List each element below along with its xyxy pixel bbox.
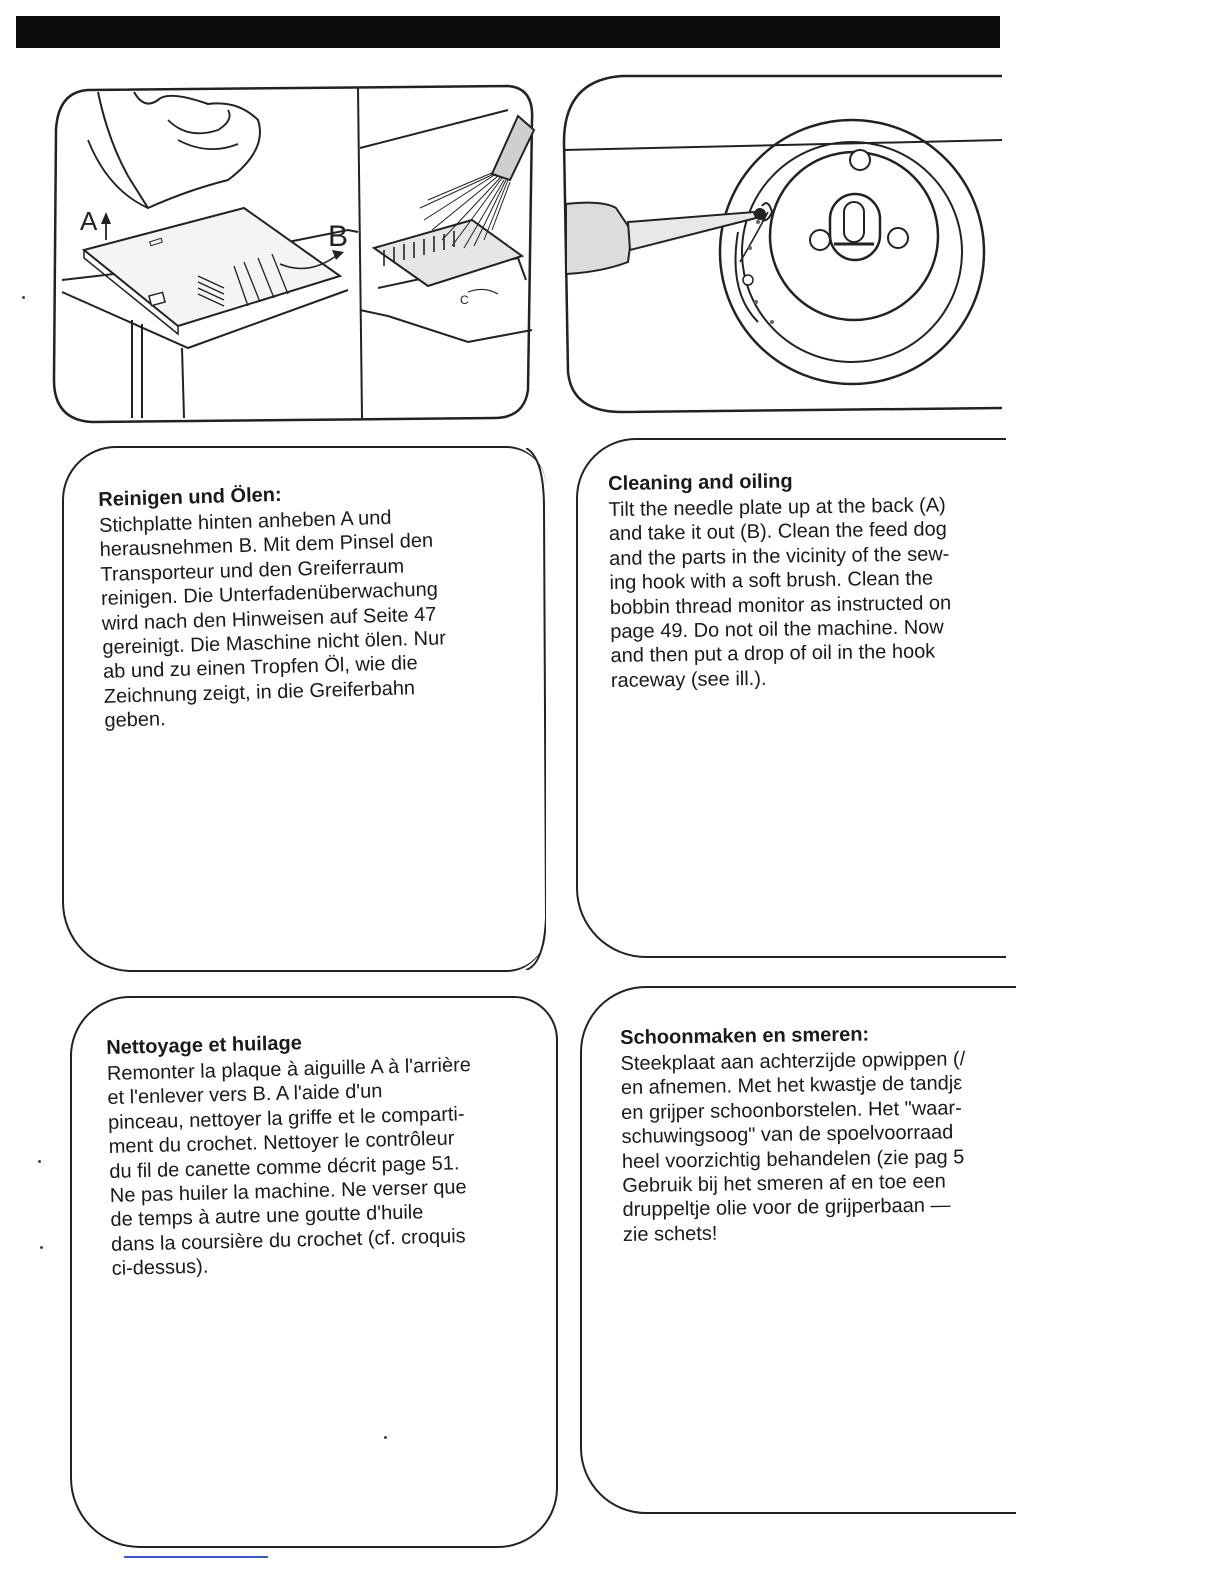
needle-plate-illustration <box>48 80 538 430</box>
text-french: Remonter la plaque à aiguille A à l'arrière et l'enlever vers B. A l'aide d'un pinceau, nettoyer la griffe et le comparti- ment du crochet. Nettoyer le contrôleur du fil de canette comme décrit page 51. Ne pas huiler la machine. Ne verser que de temps à autre une goutte d'huile dans la coursière du crochet (cf. croquis ci-dessus). <box>106 1054 472 1281</box>
scan-speck <box>38 1160 41 1163</box>
scan-speck <box>384 1436 387 1439</box>
heading-english: Cleaning and oiling <box>608 470 793 495</box>
panel-german <box>62 446 546 972</box>
heading-french: Nettoyage et huilage <box>106 1032 303 1059</box>
panel-dutch <box>580 986 1016 1514</box>
header-bar <box>16 16 1000 48</box>
text-dutch: Steekplaat aan achterzijde opwippen (/ en afnemen. Met het kwastje de tandjε en grijper schoonborstelen. Het "waar- schuwingsoog" van de spoelvoorraad heel voorzichtig behandelen (zie pag 5 Gebruik bij het smeren af en toe een druppeltje olie voor de grijperbaan — zie schets! <box>620 1048 966 1246</box>
label-c: C <box>460 293 469 307</box>
scan-speck <box>40 1246 43 1249</box>
panel-english <box>576 438 1006 958</box>
bottom-rule <box>124 1556 268 1558</box>
text-english: Tilt the needle plate up at the back (A) and take it out (B). Clean the feed dog and the parts in the vicinity of the sew- ing hook with a soft brush. Clean the bobbin thread monitor as instructed on page 49. Do not oil the machine. Now and then put a drop of oil in the hook raceway (see ill.). <box>608 494 952 692</box>
heading-dutch: Schoonmaken en smeren: <box>620 1023 870 1049</box>
text-german: Stichplatte hinten anheben A und herausnehmen B. Mit dem Pinsel den Transporteur und den Greiferraum reinigen. Die Unterfadenüberwachung wird nach den Hinweisen auf Seite 47 gereinigt. Die Maschine nicht ölen. Nur ab und zu einen Tropfen Öl, wie die Zeichnung zeigt, in die Greiferbahn geben. <box>98 506 447 733</box>
panel-french <box>70 996 558 1548</box>
hook-oiling-illustration <box>562 72 1008 418</box>
label-a: A <box>80 206 98 236</box>
label-b: B <box>328 220 349 253</box>
heading-german: Reinigen und Ölen: <box>98 483 282 511</box>
scan-speck <box>22 296 25 299</box>
